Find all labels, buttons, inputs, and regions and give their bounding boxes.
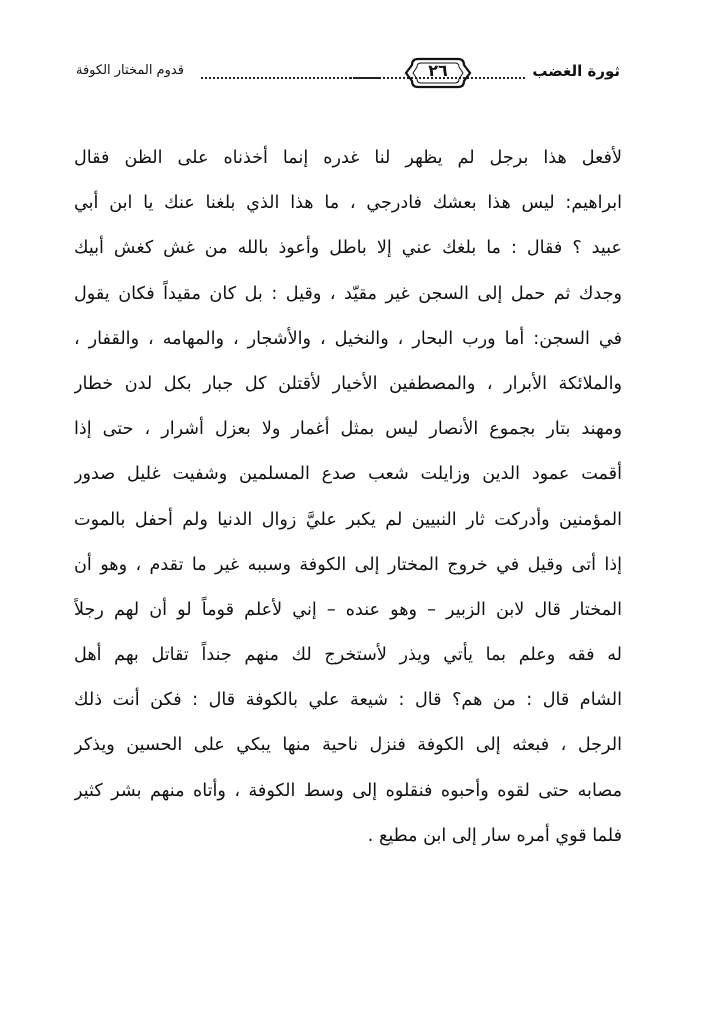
running-header <box>76 56 620 92</box>
text-line: والملائكة الأبرار ، والمصطفين الأخيار لأقتلن كل جبار بكل لدن خطار <box>74 373 622 394</box>
text-line: مصابه حتى لقوه وأحبوه فنقلوه إلى وسط الكوفة ، وأتاه منهم بشر كثير <box>74 780 622 801</box>
text-line: عبيد ؟ فقال : ما بلغك عني إلا باطل وأعوذ بالله من غش كغش أبيك <box>74 238 622 259</box>
page-number-frame <box>404 56 472 90</box>
book-title: ثورة الغضب <box>528 62 620 80</box>
text-line: أقمت عمود الدين وزايلت شعب صدع المسلمين وشفيت غليل صدور <box>74 464 622 485</box>
text-line: المختار قال لابن الزبير – وهو عنده – إني لأعلم قوماً لو أن لهم رجلاً <box>74 599 622 620</box>
text-line: في السجن: أما ورب البحار ، والنخيل ، والأشجار ، والمهامه ، والقفار ، <box>74 328 622 349</box>
body-text <box>74 136 622 859</box>
header-dotted-leader-left <box>201 77 379 79</box>
text-line: فلما قوي أمره سار إلى ابن مطيع . <box>367 825 622 846</box>
text-line: ومهند بتار بجموع الأنصار ليس بمثل أغمار ولا بعزل أشرار ، حتى إذا <box>74 419 622 440</box>
page-number: ٢٦ <box>428 61 448 80</box>
text-line: له فقه وعلم بما يأتي ويذر لأستخرج لك منهم جنداً تقاتل بهم أهل <box>74 645 622 666</box>
text-line: الشام قال : من هم؟ قال : شيعة علي بالكوفة قال : فكن أنت ذلك <box>74 690 622 711</box>
text-line: إذا أتى وقيل في خروج المختار إلى الكوفة وسببه غير ما تقدم ، وهو أن <box>74 554 622 575</box>
text-line: ابراهيم: ليس هذا بعشك فادرجي ، ما هذا الذي بلغنا عنك يا ابن أبي <box>74 193 622 214</box>
text-line: الرجل ، فبعثه إلى الكوفة فنزل ناحية منها يبكي على الحسين ويذكر <box>74 735 622 756</box>
text-line: المؤمنين وأدركت ثار النبيين لم يكبر عليَّ زوال الدنيا ولم أحفل بالموت <box>74 509 622 530</box>
chapter-title: قدوم المختار الكوفة <box>76 63 188 78</box>
text-line: لأفعل هذا برجل لم يظهر لنا غدره إنما أخذناه على الظن فقال <box>74 148 622 168</box>
text-line: وجدك ثم حمل إلى السجن غير مقيّد ، وقيل : بل كان مقيداً فكان يقول <box>74 283 622 304</box>
